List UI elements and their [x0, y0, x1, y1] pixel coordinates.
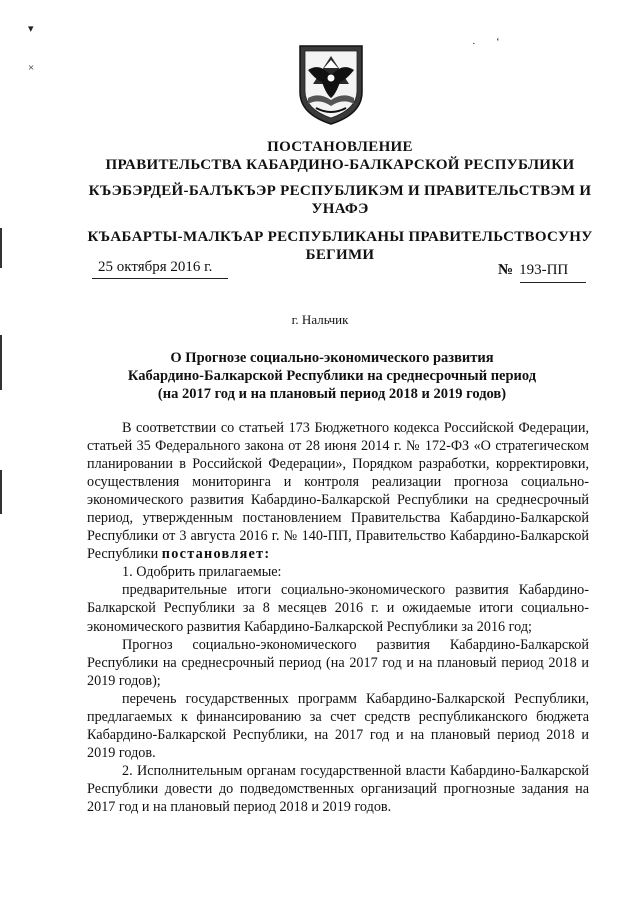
- scan-edge-line: [0, 228, 2, 268]
- number-sign: №: [498, 262, 514, 278]
- scan-edge-line: [0, 470, 2, 514]
- coat-of-arms-emblem: [294, 40, 368, 126]
- kabardian-title: КЪЭБЭРДЕЙ-БАЛЪКЪЭР РЕСПУБЛИКЭМ И ПРАВИТЕЛЬСТВЭМ И УНАФЭ: [88, 183, 592, 217]
- document-subject: [110, 349, 554, 403]
- number-value: 193-ПП: [519, 262, 569, 278]
- item-1c: перечень государственных программ Кабардино-Балкарской Республики, предлагаемых к финансированию за счет средств республиканского бюджета Кабардино-Балкарской Республики, на 2017 год и на плановый период 2018 и 2019 годов.: [87, 690, 589, 761]
- item-1: 1. Одобрить прилагаемые:: [122, 564, 282, 581]
- subject-line-1: О Прогнозе социально-экономического развития: [170, 350, 494, 366]
- subject-line-2: Кабардино-Балкарской Республики на среднесрочный период: [127, 368, 537, 384]
- document-page: ▾ × · ‘ ПОСТАНОВЛЕНИЕ ПРАВИТЕЛЬСТВА КАБАРДИНО-БАЛКАРСКОЙ РЕСПУБЛИКИ КЪЭБЭРДЕЙ-БАЛЪКЪЭР РЕСПУБЛИКЭМ И ПРАВИТЕЛЬСТВЭМ И УНАФЭ КЪАБАРТЫ-МАЛКЪАР РЕСПУБЛИКАНЫ ПРАВИТЕЛЬСТВОСУНУ БЕГИМИ 25 октября 2016 г. № 193-ПП г. Нальчик О Прогнозе социально-экономического развития Кабардино-Балкарской Республики на среднесрочный период (на 2017 год и на плановый период 2018 и 2019 годов) В соответствии со статьей 173 Бюджетного кодекса Российской Федерации, статьей 35 Федерального закона от 28 июня 2014 г. № 172-ФЗ «О стратегическом планировании в Российской Федерации», Порядком разработки, корректировки, осуществления мониторинга и контроля реализации прогноза социально-экономического развития Кабардино-Балкарской Республики на среднесрочный период, утвержденным постановлением Правительства Кабардино-Балкарской Республики от 3 августа 2016 г. № 140-ПП, Правительство Кабардино-Балкарской Республики постановляет: 1. Одобрить прилагаемые: предварительные итоги социально-экономического развития Кабардино-Балкарской Республики за 8 месяцев 2016 г. и ожидаемые итоги социально-экономического развития Кабардино-Балкарской Республики за 2016 год; Прогноз социально-экономического развития Кабардино-Балкарской Республики на среднесрочный период (на 2017 год и на плановый период 2018 и 2019 годов); перечень государственных программ Кабардино-Балкарской Республики, предлагаемых к финансированию за счет средств республиканского бюджета Кабардино-Балкарской Республики, на 2017 год и на плановый период 2018 и 2019 годов. 2. Исполнительным органам государственной власти Кабардино-Балкарской Республики довести до подведомственных организаций прогнозные задания на 2017 год и на плановый период 2018 и 2019 годов.: [0, 0, 640, 905]
- scan-edge-line: [0, 335, 2, 390]
- item-1a: предварительные итоги социально-экономического развития Кабардино-Балкарской Республики за 8 месяцев 2016 г. и ожидаемые итоги социально-экономического развития Кабардино-Балкарской Республики за 2016 год;: [87, 582, 589, 635]
- balkar-title: КЪАБАРТЫ-МАЛКЪАР РЕСПУБЛИКАНЫ ПРАВИТЕЛЬСТВОСУНУ БЕГИМИ: [87, 229, 593, 263]
- title-line-1: ПОСТАНОВЛЕНИЕ: [267, 139, 413, 155]
- document-title: [60, 138, 620, 174]
- document-date: 25 октября 2016 г.: [98, 259, 213, 275]
- preamble-text: В соответствии со статьей 173 Бюджетного кодекса Российской Федерации, статьей 35 Федерального закона от 28 июня 2014 г. № 172-ФЗ «О стратегическом планировании в Российской Федерации», Порядком разработки, корректировки, осуществления мониторинга и контроля реализации прогноза социально-экономического развития Кабардино-Балкарской Республики на среднесрочный период, утвержденным постановлением Правительства Кабардино-Балкарской Республики от 3 августа 2016 г. № 140-ПП, Правительство Кабардино-Балкарской Республики: [87, 420, 589, 563]
- document-body: [87, 419, 589, 816]
- city: г. Нальчик: [291, 312, 349, 327]
- date-underline: [92, 278, 228, 279]
- decree-word: постановляет:: [161, 546, 271, 563]
- number-underline: [520, 282, 586, 283]
- item-1b: Прогноз социально-экономического развития Кабардино-Балкарской Республики на среднесрочный период (на 2017 год и на плановый период 2018 и 2019 годов);: [87, 636, 589, 689]
- subject-line-3: (на 2017 год и на плановый период 2018 и 2019 годов): [157, 386, 507, 402]
- title-line-2: ПРАВИТЕЛЬСТВА КАБАРДИНО-БАЛКАРСКОЙ РЕСПУБЛИКИ: [105, 157, 575, 173]
- item-2: 2. Исполнительным органам государственной власти Кабардино-Балкарской Республики довести до подведомственных организаций прогнозные задания на 2017 год и на плановый период 2018 и 2019 годов.: [87, 762, 589, 815]
- document-number: [498, 262, 568, 279]
- preamble-paragraph: [87, 419, 589, 563]
